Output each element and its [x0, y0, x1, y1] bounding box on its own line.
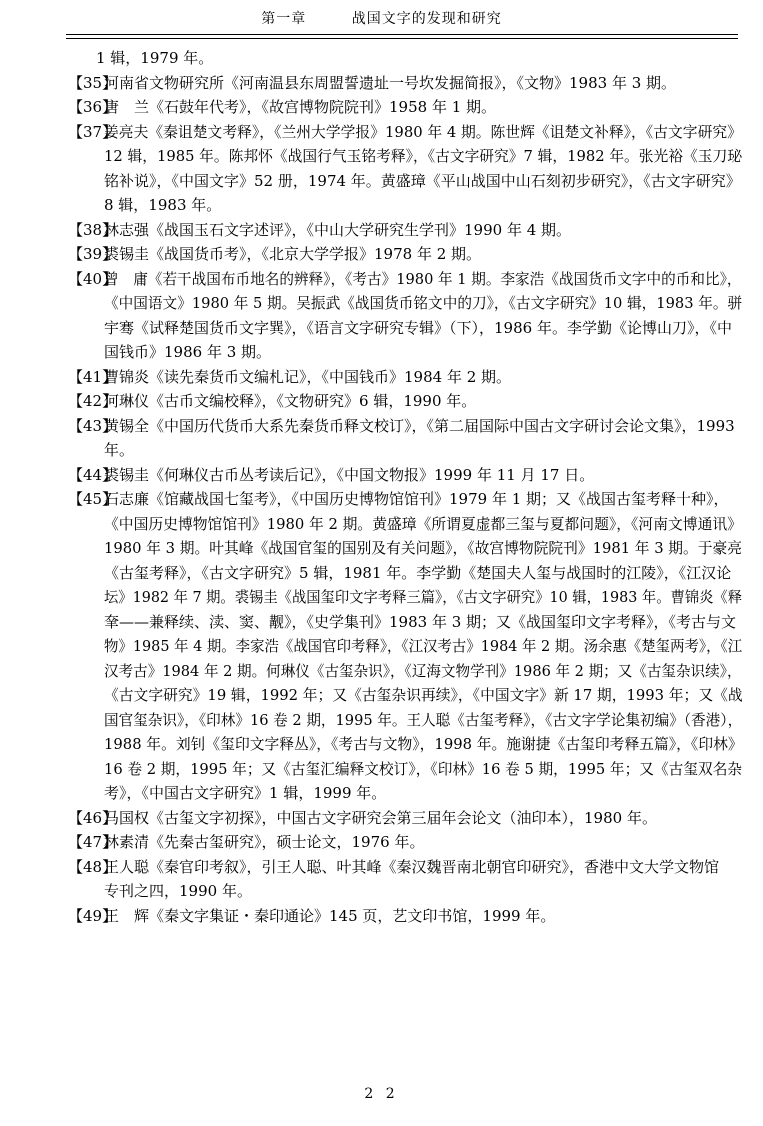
chapter-title: 战国文字的发现和研究: [351, 11, 502, 27]
reference-entry: [68, 806, 742, 831]
reference-line: 林素清《先秦古玺研究》，硕士论文，1976 年。: [104, 833, 425, 851]
reference-entry: [68, 120, 742, 218]
reference-line: 专刊之四，1990 年。: [104, 882, 252, 900]
reference-line: 裘锡圭《战国货币考》，《北京大学学报》1978 年 2 期。: [104, 245, 482, 263]
reference-line: 国官玺杂识》，《印林》16 卷 2 期，1995 年。王人聪《古玺考释》，《古文字学论集初编》（香港），: [104, 710, 743, 729]
reference-entry: [68, 218, 742, 243]
reference-line: 马国权《古玺文字初探》，中国古文字研究会第三届年会论文（油印本），1980 年。: [104, 808, 657, 827]
reference-line: 《古玺考释》，《古文字研究》5 辑，1981 年。李学勤《楚国夫人玺与战国时的江陵》，《江汉论: [104, 563, 732, 582]
reference-entry: [68, 242, 742, 267]
reference-number: 【38】: [68, 220, 118, 239]
reference-number: 【35】: [68, 73, 118, 92]
reference-number: 【45】: [68, 490, 118, 508]
reference-line: 曹锦炎《读先秦货币文编札记》，《中国钱币》1984 年 2 期。: [104, 367, 512, 386]
reference-number: 【39】: [68, 245, 118, 263]
reference-line: 黄锡全《中国历代货币大系先秦货币释文校订》，《第二届国际中国古文字研讨会论文集》，1993: [104, 416, 735, 435]
reference-entry: [68, 487, 742, 806]
reference-entry: [68, 71, 742, 96]
reference-line: 1 辑，1979 年。: [96, 49, 214, 67]
reference-line: 考》，《中国古文字研究》1 辑，1999 年。: [104, 784, 387, 802]
reference-entry: [68, 463, 742, 488]
reference-line: 石志廉《馆藏战国七玺考》，《中国历史博物馆馆刊》1979 年 1 期；又《战国古玺考释十种》，: [104, 490, 729, 508]
reference-line: 曾 庸《若干战国布币地名的辨释》，《考古》1980 年 1 期。李家浩《战国货币文字中的币和比》，: [104, 269, 742, 288]
reference-number: 【40】: [68, 269, 118, 288]
reference-line: 汉考古》1984 年 2 期。何琳仪《古玺杂识》，《辽海文物学刊》1986 年 2 期；又《古玺杂识续》，: [104, 661, 742, 680]
reference-line: 河南省文物研究所《河南温县东周盟誓遗址一号坎发掘简报》，《文物》1983 年 3 期。: [104, 73, 677, 92]
reference-line: 16 卷 2 期，1995 年；又《古玺汇编释文校订》，《印林》16 卷 5 期，1995 年；又《古玺双名杂: [104, 759, 743, 778]
reference-line: 12 辑，1985 年。陈邦怀《战国行气玉铭考释》，《古文字研究》7 辑，1982 年。张光裕《玉刀珌: [104, 147, 743, 165]
reference-entry: [68, 855, 742, 904]
reference-line: 王人聪《秦官印考叙》，引王人聪、叶其峰《秦汉魏晋南北朝官印研究》，香港中文大学文物馆: [104, 857, 720, 876]
reference-entry: [68, 830, 742, 855]
reference-line: 8 辑，1983 年。: [104, 196, 222, 214]
header-rule: [66, 34, 738, 35]
reference-entry: [68, 267, 742, 365]
reference-number: 【44】: [68, 465, 118, 484]
reference-line: 宇骞《试释楚国货币文字巽》，《语言文字研究专辑》（下），1986 年。李学勤《论博山刀》，《中: [104, 318, 732, 337]
reference-line: 裘锡圭《何琳仪古币丛考读后记》，《中国文物报》1999 年 11 月 17 日。: [104, 465, 595, 484]
reference-entry: [68, 365, 742, 390]
reference-entry: [68, 95, 742, 120]
header-rule-thin: [66, 38, 738, 39]
reference-line: 年。: [104, 441, 135, 459]
reference-number: 【47】: [68, 833, 118, 851]
running-header: [0, 8, 763, 28]
reference-entry: [68, 904, 742, 929]
reference-line: 唐 兰《石鼓年代考》，《故宫博物院院刊》1958 年 1 期。: [104, 98, 497, 116]
reference-number: 【48】: [68, 857, 118, 876]
reference-line: 坛》1982 年 7 期。裘锡圭《战国玺印文字考释三篇》，《古文字研究》10 辑，1983 年。曹锦炎《释: [104, 588, 743, 606]
page-number: 2 2: [364, 1086, 399, 1102]
reference-line: 王 辉《秦文字集证・秦印通论》145 页，艺文印书馆，1999 年。: [104, 906, 556, 925]
reference-entry: [68, 389, 742, 414]
reference-entry: [68, 414, 742, 463]
reference-number: 【46】: [68, 808, 118, 827]
reference-list: [68, 46, 742, 928]
reference-line: 姜亮夫《秦诅楚文考释》，《兰州大学学报》1980 年 4 期。陈世辉《诅楚文补释》，《古文字研究》: [104, 122, 742, 141]
reference-continuation: [68, 46, 742, 71]
reference-line: 林志强《战国玉石文字述评》，《中山大学研究生学刊》1990 年 4 期。: [104, 220, 572, 239]
reference-number: 【41】: [68, 367, 118, 386]
reference-number: 【36】: [68, 98, 118, 116]
reference-line: 物》1985 年 4 期。李家浩《战国官印考释》，《江汉考古》1984 年 2 期。汤余惠《楚玺两考》，《江: [104, 637, 743, 655]
chapter-label: 第一章: [261, 11, 307, 27]
reference-number: 【42】: [68, 392, 118, 410]
reference-number: 【37】: [68, 122, 118, 141]
reference-line: 1980 年 3 期。叶其峰《战国官玺的国别及有关问题》，《故宫博物院院刊》1981 年 3 期。于豪亮: [104, 539, 743, 557]
reference-line: 铭补说》，《中国文字》52 册，1974 年。黄盛璋《平山战国中山石刻初步研究》，《古文字研究》: [104, 171, 741, 190]
reference-line: 国钱币》1986 年 3 期。: [104, 343, 272, 361]
reference-line: 《中国语文》1980 年 5 期。吴振武《战国货币铭文中的刀》，《古文字研究》10 辑，1983 年。骈: [104, 294, 743, 312]
reference-line: 1988 年。刘钊《玺印文字释丛》，《考古与文物》，1998 年。施谢捷《古玺印考释五篇》，《印林》: [104, 735, 743, 753]
reference-number: 【43】: [68, 416, 118, 435]
reference-line: 《古文字研究》19 辑，1992 年；又《古玺杂识再续》，《中国文字》新 17 期，1993 年；又《战: [104, 686, 743, 704]
reference-line: 羍——兼释续、渎、窦、觏》，《史学集刊》1983 年 3 期；又《战国玺印文字考释》，《考古与文: [104, 612, 737, 631]
reference-number: 【49】: [68, 906, 118, 925]
reference-line: 《中国历史博物馆馆刊》1980 年 2 期。黄盛璋《所谓夏虚都三玺与夏都问题》，《河南文博通讯》: [104, 514, 742, 533]
reference-line: 何琳仪《古币文编校释》，《文物研究》6 辑，1990 年。: [104, 392, 477, 410]
